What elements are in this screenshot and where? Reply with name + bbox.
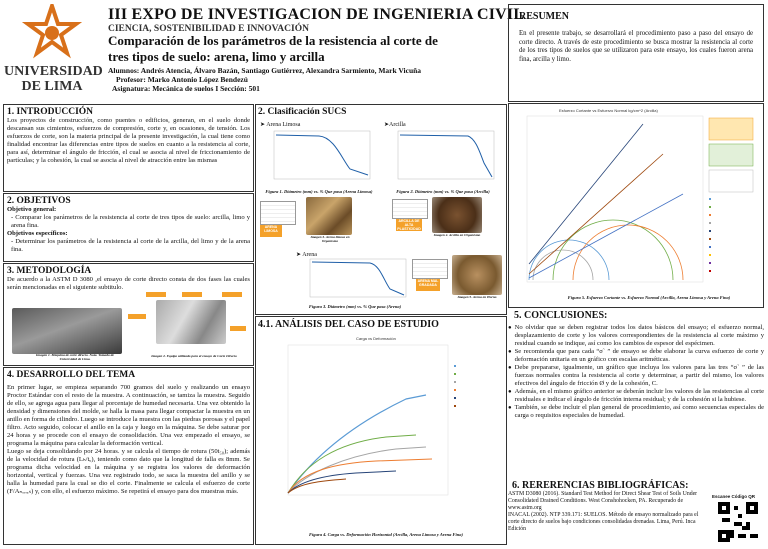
machine-photo: [12, 308, 122, 354]
img4-caption: Imagen 4. Arcilla en Organismo: [433, 233, 481, 237]
arena-photo: [452, 255, 502, 295]
equip-tag-5: [230, 326, 246, 331]
chart-title: Carga vs Deformación: [356, 336, 396, 341]
tag-arena-limosa: ARENA LIMOSA: [260, 225, 282, 237]
ref-1: ASTM D3080 (2016). Standard Test Method for Direct Shear Test of Soils Under Consolidated Drained Conditions. West Conshohocken, PA. Recuperado de www.astm.org: [508, 491, 698, 511]
granulometry-chart-2: [388, 129, 498, 189]
conclusiones-heading: 5. CONCLUSIONES:: [514, 310, 608, 321]
paper-title-2: tres tipos de suelo: arena, limo y arcilla: [108, 49, 325, 64]
arena-label: ➤ Arena: [296, 252, 317, 258]
logo-emblem-icon: [4, 4, 100, 64]
table-1: [260, 201, 296, 225]
conclusion-item: [508, 388, 764, 404]
conclusiones-box: [508, 310, 764, 478]
arena-limosa-text: Arena Limosa: [266, 122, 301, 128]
conclusion-text: ● También, se debe incluir el plan general de procedimiento, así como secuencias especiales de carga o requisitos especiales de humedad.: [514, 404, 764, 419]
conclusion-item: [508, 324, 764, 348]
objetivo-general: - Comparar los parámetros de la resistencia al corte de tres tipos de suelo: arcilla, limo y arena fina.: [11, 214, 250, 229]
mohr-chart: [513, 114, 761, 292]
university-logo: [4, 4, 103, 96]
sucs-heading: 2. Clasificación SUCS: [258, 107, 347, 117]
intro-text: Los proyectos de construcción, como puentes o edificios, generan, en el suelo donde descansan sus cimientos, esfuerzos de compresión, corte y, en ocasiones, de tensión. Los esfuerzos de corte, son la materia principal de la presente investigación, la cual tiene como finalidad encontrar las diferencias entre tipos de suelos en cuanto a la resistencia al corte, para así, determinar el ángulo de fricción, el cual se asocia al nivel de friccionamiento de partículas; y la cohesión, la cual se asocia al nivel de atracción entre las mismas: [7, 117, 250, 164]
mohr-title: Esfuerzo Cortante vs Esfuerzo Normal kg/cm^2 (Arcilla): [559, 108, 658, 113]
analisis-heading: 4.1. ANÁLISIS DEL CASO DE ESTUDIO: [258, 319, 439, 330]
objetivos-especificos-label: Objetivos específicos:: [7, 230, 68, 237]
desarrollo-p2: Luego se deja consolidando por 24 horas. y se calcula el tiempo de rotura (50t₅₀); además de la velocidad de rotura (Lₕ/tᵤ), teniendo como dato que la longitud de falla es 8mm. Se programa dicha velocidad en la máquina y se registra los valores de deformación horizontal, vertical y fuerzas. Una vez registrado todo, se saca la muestra del anillo y se halla la humedad para la cual se dio el corte. Finalmente se calcula el esfuerzo de corte (F/Aₙₒᵣᵣₑₛ) y, con ello, el esfuerzo máximo. Se repetirá el ensayo para dos muestras más.: [7, 448, 250, 495]
resumen-heading: RESUMEN: [519, 11, 570, 22]
tag-arena: ARENA MAL GRADADA: [416, 279, 440, 291]
img3-caption: Imagen 3. Arena limosa en Organismo: [310, 235, 350, 243]
university-name-1: UNIVERSIDAD: [4, 64, 103, 79]
ref-2: INACAL (2002). NTP 339.171: SUELOS. Método de ensayo normalizado para el corte directo de suelos bajo condiciones consolidadas drenadas. Lima, Perú. Inca Edición: [508, 512, 699, 532]
objetivos-box: [3, 193, 254, 262]
sucs-box: [255, 104, 507, 315]
metodologia-cap1: Imagen 1. Máquina de corte directo. Nota. Tomado de Universidad de Lima.: [36, 353, 114, 361]
arena-text: Arena: [302, 252, 317, 258]
img5-caption: Imagen 5. Arena en Horno: [457, 295, 497, 299]
conclusion-text: ● No olvidar que se deben registrar todos los datos básicos del ensayo; el esfuerzo normal, desplazamiento de corte y los valores correspondientes de la resistencia al corte máximo y residual cuando se indique, así como los cambios de espesor del espécimen.: [514, 324, 764, 347]
equipment-diagram: [128, 292, 250, 354]
conclusion-text: ● Se recomienda que para cada “σ` ” de ensayo se debe elaborar la curva esfuerzo de corte y deformación unitaria en un gráfico con escalas aritméticas.: [514, 348, 764, 363]
conclusion-text: ● Además, en el mismo gráfico anterior se deberán incluir los valores de las resistencias al corte residuales e indicar el ángulo de fricción interna residual; y de la cohesión si la hubiese.: [514, 388, 764, 403]
equip-tag-4: [128, 314, 146, 319]
course: Asignatura: Mecánica de suelos I Sección: 501: [112, 84, 260, 93]
equip-tag-2: [182, 292, 202, 297]
arena-limosa-photo: [306, 197, 352, 235]
conclusion-text: ● Debe prepararse, igualmente, un gráfico que incluya los valores para las tres “σ` ” de las fuerzas normales contra la resistencia al corte y determinar, a partir del mismo, los valores efectivos del ángulo de fricción Ø y de la cohesión, C.: [514, 364, 764, 387]
metodologia-box: [3, 263, 254, 366]
mohr-box: [508, 103, 764, 308]
arcilla-photo: [432, 197, 482, 233]
arcilla-text: Arcilla: [389, 122, 406, 128]
carga-deformacion-chart: [276, 343, 504, 531]
arena-limosa-label: ➤ Arena Limosa: [260, 122, 301, 128]
desarrollo-heading: 4. DESARROLLO DEL TEMA: [7, 370, 136, 380]
granulometry-chart-1: [264, 129, 374, 189]
tag-arcilla: ARCILLA DE ALTA PLASTICIDAD: [397, 219, 421, 231]
expo-subtitle: CIENCIA, SOSTENIBILIDAD E INNOVACIÓN: [108, 24, 309, 34]
professor: Profesor: Marko Antonio López Bendezú: [116, 75, 248, 84]
resumen-box: [508, 4, 764, 102]
granulometry-chart-3: [300, 257, 410, 305]
metodologia-text: De acuerdo a la ASTM D 3080 ,el ensayo de corte directo consta de dos fases las cuales serán mencionadas en el siguiente subtitulo.: [7, 276, 250, 291]
paper-title-1: Comparación de los parámetros de la resistencia al corte de: [108, 33, 438, 48]
table-2: [392, 199, 428, 219]
metodologia-heading: 3. METODOLOGÍA: [7, 266, 92, 276]
fig1-caption: Figura 1. Diámetro (mm) vs. % Que pasa (Arena Limosa): [265, 189, 373, 194]
objetivo-general-label: Objetivo general:: [7, 206, 57, 213]
expo-title: III EXPO DE INVESTIGACION DE INGENIERIA CIVIL: [108, 6, 525, 23]
qr-code-icon[interactable]: [718, 502, 758, 542]
arcilla-label: ➤Arcilla: [384, 122, 406, 128]
university-name-2: DE LIMA: [21, 79, 83, 94]
referencias-box: [508, 480, 764, 546]
fig3-caption: Figura 3. Diámetro (mm) vs. % Que pasa (Arena): [308, 304, 402, 309]
students: Alumnos: Andrés Atencia, Álvaro Bazán, Santiago Gutiérrez, Alexandra Sarmiento, Mark Vicuña: [108, 66, 422, 75]
conclusion-item: [508, 348, 764, 364]
analisis-box: [255, 316, 507, 545]
metodologia-cap2: Imagen 2. Equipo utilizado para el ensayo de Corte Directo: [151, 354, 237, 358]
equip-tag-3: [222, 292, 242, 297]
equip-tag-1: [146, 292, 166, 297]
desarrollo-p1: En primer lugar, se empieza separando 700 gramos del suelo y realizando un ensayo Proctor Estándar con el resto de la muestra. A continuación, se tamiza la muestra. Seguido de ello, se agrega agua para llegar al porcentaje de humedad necesaria. Una vez obtenido la densidad y dimensiones del molde, se halla la masa para llegar compactar la muestra en un anillo en forma de cilindro. Luego se introduce la muestra con las piedras porosas y el papel filtro. Acto seguido, colocar el anillo en la caja y luego en la máquina. Se debe saturar por 24 horas y se procede con el ensayo de consolidación. Una vez empezado el ensayo, se programa la máquina para calcular la deformación vertical.: [7, 384, 250, 447]
desarrollo-box: [3, 367, 254, 545]
conclusion-item: [508, 364, 764, 388]
fig2-caption: Figura 2. Diámetro (mm) vs. % Que pasa (Arcilla): [396, 189, 490, 194]
equip-photo: [156, 300, 226, 344]
qr-label: Escanee Código QR: [712, 494, 756, 499]
objetivos-especificos: - Determinar los parámetros de la resistencia al corte de la arcilla, del limo y de la arena fina.: [11, 238, 250, 253]
intro-heading: 1. INTRODUCCIÓN: [7, 107, 94, 117]
intro-box: [3, 104, 254, 192]
resumen-text: En el presente trabajo, se desarrollará el procedimiento paso a paso del ensayo de corte directo. A través de este procedimiento se busca mostrar la resistencia al corte de los tres tipos de suelos que se utilizaron para este ensayo, los cuales fueron arena fina, arcilla y limo.: [519, 30, 753, 63]
fig5-caption: Figura 5. Esfuerzo Cortante vs. Esfuerzo Normal (Arcilla, Arena Limosa y Arena Fina): [567, 295, 731, 300]
fig4-caption: Figura 4. Carga vs. Deformación Horizontal (Arcilla, Arena Limosa y Arena Fina): [309, 532, 463, 537]
conclusion-item: [508, 404, 764, 420]
table-3: [412, 259, 448, 279]
referencias-heading: 6. RERERENCIAS BIBLIOGRÁFICAS:: [512, 480, 689, 491]
objetivos-heading: 2. OBJETIVOS: [7, 196, 71, 206]
